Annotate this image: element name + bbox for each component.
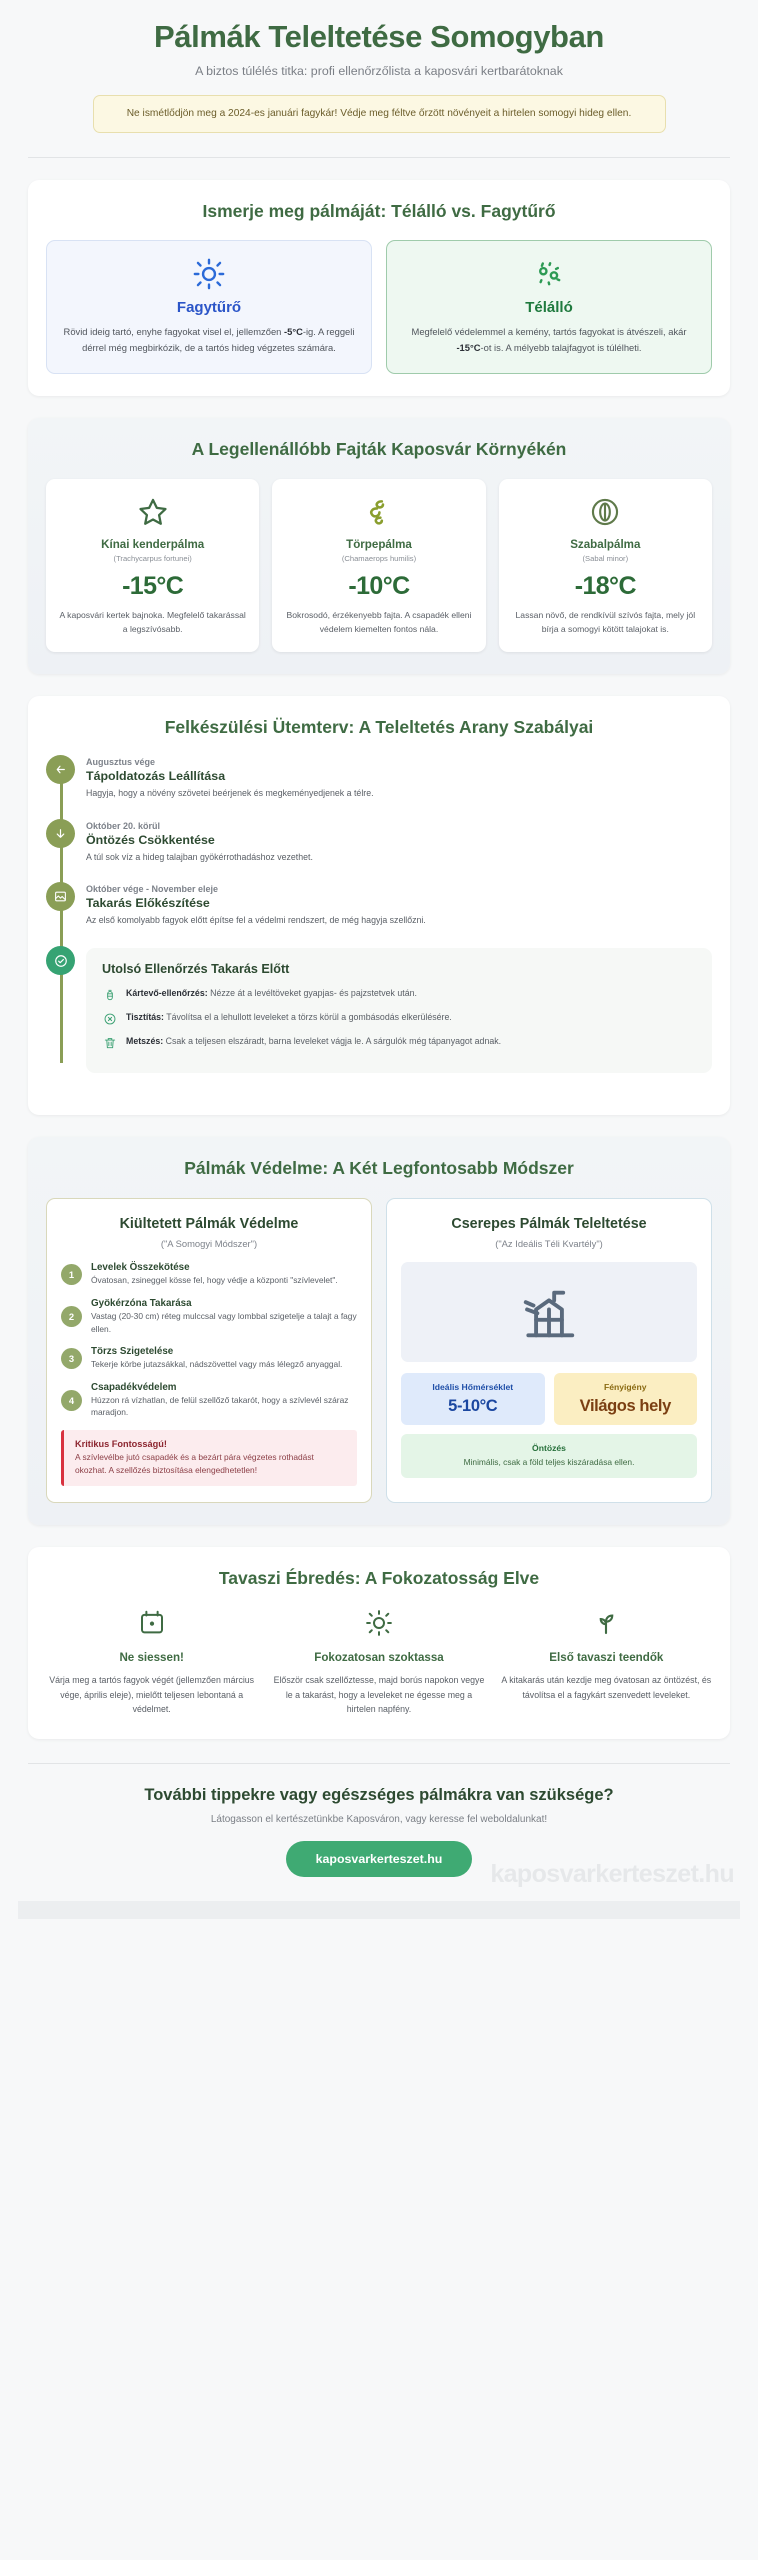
species-card [272, 479, 485, 653]
hero-header [18, 0, 740, 137]
spring-card-text: Várja meg a tartós fagyok végét (jellemzően március vége, április eleje), mielőtt teljesen lebontaná a védelmet. [49, 1674, 255, 1715]
step-title: Gyökérzóna Takarása [91, 1298, 192, 1310]
arrow-down-icon [46, 819, 75, 848]
species-card [46, 479, 259, 653]
step-number: 1 [61, 1264, 82, 1285]
watering-stat [401, 1434, 697, 1478]
method-card-potted [386, 1198, 712, 1503]
timeline-date: Október vége - November eleje [86, 884, 219, 895]
spring-card-text: Először csak szellőztesse, majd borús napokon vegye le a takarást, hogy a leveleket ne égesse meg a hirtelen napfény. [273, 1674, 485, 1715]
alert-banner: Ne ismétlődjön meg a 2024-es januári fagykár! Védje meg féltve őrzött növényeit a hirtelen somogyi hideg ellen. [93, 95, 666, 133]
timeline-date: Augusztus vége [86, 757, 156, 768]
checklist-text: Kártevő-ellenőrzés: Nézze át a levéltöveket gyapjas- és pajzstetvek után. [126, 988, 417, 999]
step-text: Tekerje körbe jutazsákkal, nádszövettel vagy más lélegző anyaggal. [91, 1359, 343, 1370]
method-step [61, 1298, 357, 1335]
step-text: Óvatosan, zsineggel kösse fel, hogy védje a központi "szívlevelet". [91, 1275, 338, 1286]
website-cta-button[interactable]: kaposvarkerteszet.hu [286, 1841, 473, 1877]
species-card [499, 479, 712, 653]
page-title: Pálmák Teleltetése Somogyban [154, 19, 604, 54]
species-heading: A Legellenállóbb Fajták Kaposvár Környékén [191, 438, 567, 459]
footer-heading: További tippekre vagy egészséges pálmákra van szüksége? [144, 1786, 614, 1805]
stat-label: Öntözés [532, 1442, 566, 1453]
method-step [61, 1262, 357, 1287]
compare-heading: Ismerje meg pálmáját: Télálló vs. Fagytűrő [202, 200, 556, 221]
checklist-row [102, 1011, 696, 1026]
species-temperature: -18°C [574, 571, 636, 600]
timeline-item [86, 757, 712, 801]
method-step [61, 1346, 357, 1371]
methods-cards [46, 1198, 712, 1503]
checklist-row [102, 987, 696, 1002]
method-title: Cserepes Pálmák Teleltetése [451, 1215, 647, 1232]
timeline-title: Tápoldatozás Leállítása [86, 769, 226, 784]
step-text: Húzzon rá vízhatlan, de felül szellőző takarót, hogy a szívlevél száraz maradjon. [91, 1394, 349, 1418]
methods-heading: Pálmák Védelme: A Két Legfontosabb Módszer [184, 1158, 574, 1179]
footer [18, 1764, 740, 1895]
ideal-temperature-stat [401, 1373, 545, 1424]
compare-card-title: Fagytűrő [176, 299, 242, 317]
timeline-item [86, 821, 712, 865]
species-cards [46, 479, 712, 653]
timeline-item-checklist [86, 948, 712, 1073]
species-temperature: -10°C [348, 571, 410, 600]
stat-text: Minimális, csak a föld teljes kiszáradása ellen. [463, 1456, 635, 1467]
species-name: Törpepálma [346, 537, 412, 551]
timeline-text: A túl sok víz a hideg talajban gyökérrothadáshoz vezethet. [86, 851, 313, 862]
greenhouse-icon [401, 1262, 697, 1362]
method-subtitle: ("Az Ideális Téli Kvartély") [495, 1238, 603, 1250]
method-card-planted [46, 1198, 372, 1503]
page-subtitle: A biztos túlélés titka: profi ellenőrzőlista a kaposvári kertbarátoknak [195, 63, 563, 78]
compare-card-fagyturo [46, 240, 372, 373]
timeline-item [86, 884, 712, 928]
leaf-circle-icon [510, 495, 701, 529]
step-title: Csapadékvédelem [91, 1381, 177, 1393]
check-circle-icon [46, 946, 75, 975]
final-check-title: Utolsó Ellenőrzés Takarás Előtt [102, 962, 290, 977]
spring-section [28, 1547, 730, 1739]
spring-card-title: Ne siessen! [119, 1650, 184, 1664]
timeline-text: Az első komolyabb fagyok előtt építse fel a védelmi rendszert, de még hagyja szellőzni. [86, 915, 426, 926]
spring-cards [46, 1608, 712, 1717]
timeline-section [28, 696, 730, 1115]
spring-card-text: A kitakarás után kezdje meg óvatosan az öntözést, és távolítsa el a fagykárt szenvedett leveleket. [501, 1674, 712, 1700]
compare-card-desc: Megfelelő védelemmel a kemény, tartós fagyokat is átvészeli, akár -15°C-ot is. A mélyebb talajfagyot is túlélheti. [411, 326, 687, 353]
watermark: kaposvarkerteszet.hu [490, 1860, 734, 1889]
header-divider [28, 157, 730, 158]
spring-card-title: Fokozatosan szoktassa [314, 1650, 444, 1664]
methods-section [28, 1137, 730, 1525]
footer-text: Látogasson el kertészetünkbe Kaposváron, vagy keresse fel weboldalunkat! [210, 1814, 548, 1826]
stat-value: 5-10°C [448, 1396, 498, 1415]
x-circle-icon [102, 1011, 117, 1026]
spring-card [46, 1608, 257, 1717]
species-description: Bokrosodó, érzékenyebb fajta. A csapadék elleni védelem kiemelten fontos nála. [286, 609, 472, 634]
star-icon [57, 495, 248, 529]
method-title: Kiültetett Pálmák Védelme [119, 1215, 299, 1232]
critical-warning-title: Kritikus Fontosságú! [75, 1439, 167, 1450]
stat-label: Fényigény [603, 1382, 647, 1393]
step-number: 3 [61, 1348, 82, 1369]
compare-card-telallo [386, 240, 712, 373]
step-number: 2 [61, 1306, 82, 1327]
method-step [61, 1382, 357, 1419]
species-section [28, 418, 730, 675]
compare-cards [46, 240, 712, 373]
snowflake-icon [401, 257, 697, 291]
sun-icon [61, 257, 357, 291]
light-requirement-stat [554, 1373, 698, 1424]
species-latin-name: (Sabal minor) [582, 553, 629, 563]
arrow-left-icon [46, 755, 75, 784]
species-description: Lassan növő, de rendkívül szívós fajta, mely jól bírja a somogyi kötött talajokat is. [515, 609, 696, 634]
timeline-text: Hagyja, hogy a növény szövetei beérjenek és megkeményedjenek a télre. [86, 788, 374, 799]
species-name: Kínai kenderpálma [101, 537, 205, 551]
species-name: Szabalpálma [570, 537, 641, 551]
critical-warning-text: A szívlevélbe jutó csapadék és a bezárt pára végzetes rothadást okozhat. A szellőzés biztosítása elengedhetetlen! [75, 1452, 314, 1476]
checklist-row [102, 1035, 696, 1050]
bottom-bar [18, 1901, 740, 1919]
final-check-panel [86, 948, 712, 1073]
trash-icon [102, 1035, 117, 1050]
spring-card-title: Első tavaszi teendők [549, 1650, 664, 1664]
timeline-date: Október 20. körül [86, 820, 161, 831]
sun-small-icon [273, 1608, 484, 1640]
species-latin-name: (Trachycarpus fortunei) [113, 553, 192, 563]
compare-card-desc: Rövid ideig tartó, enyhe fagyokat visel el, jellemzően -5°C-ig. A reggeli dérrel még megbirkózik, de a tartós hideg végzetes számára. [63, 326, 355, 353]
calendar-icon [46, 1608, 257, 1640]
step-text: Vastag (20-30 cm) réteg mulccsal vagy lombbal szigetelje a talajt a fagy ellen. [91, 1311, 357, 1334]
step-number: 4 [61, 1390, 82, 1411]
method-subtitle: ("A Somogyi Módszer") [160, 1238, 258, 1250]
image-icon [46, 882, 75, 911]
stat-value: Világos hely [579, 1396, 671, 1415]
sprout-icon [501, 1608, 712, 1640]
spring-card [501, 1608, 712, 1717]
spring-heading: Tavaszi Ébredés: A Fokozatosság Elve [218, 1568, 540, 1589]
timeline-title: Takarás Előkészítése [86, 896, 210, 911]
step-title: Levelek Összekötése [91, 1262, 190, 1274]
bug-icon [102, 987, 117, 1002]
stat-label: Ideális Hőmérséklet [432, 1382, 514, 1393]
critical-warning [61, 1430, 357, 1486]
checklist-text: Tisztítás: Távolítsa el a lehullott leveleket a törzs körül a gombásodás elkerülésére. [126, 1012, 452, 1023]
potted-stats [401, 1373, 697, 1424]
species-temperature: -15°C [122, 571, 184, 600]
compare-card-title: Télálló [525, 299, 573, 317]
species-description: A kaposvári kertek bajnoka. Megfelelő takarással a legszívósabb. [59, 609, 246, 634]
checklist-text: Metszés: Csak a teljesen elszáradt, barna leveleket vágja le. A sárgulók még tápanyagot adnak. [126, 1036, 502, 1047]
species-latin-name: (Chamaerops humilis) [341, 553, 417, 563]
step-title: Törzs Szigetelése [91, 1346, 174, 1358]
timeline-title: Öntözés Csökkentése [86, 832, 215, 847]
spring-card [273, 1608, 484, 1717]
shrub-icon [283, 495, 474, 529]
timeline-list [46, 757, 712, 1073]
compare-section [28, 180, 730, 396]
timeline-heading: Felkészülési Ütemterv: A Teleltetés Arany Szabályai [164, 717, 594, 738]
